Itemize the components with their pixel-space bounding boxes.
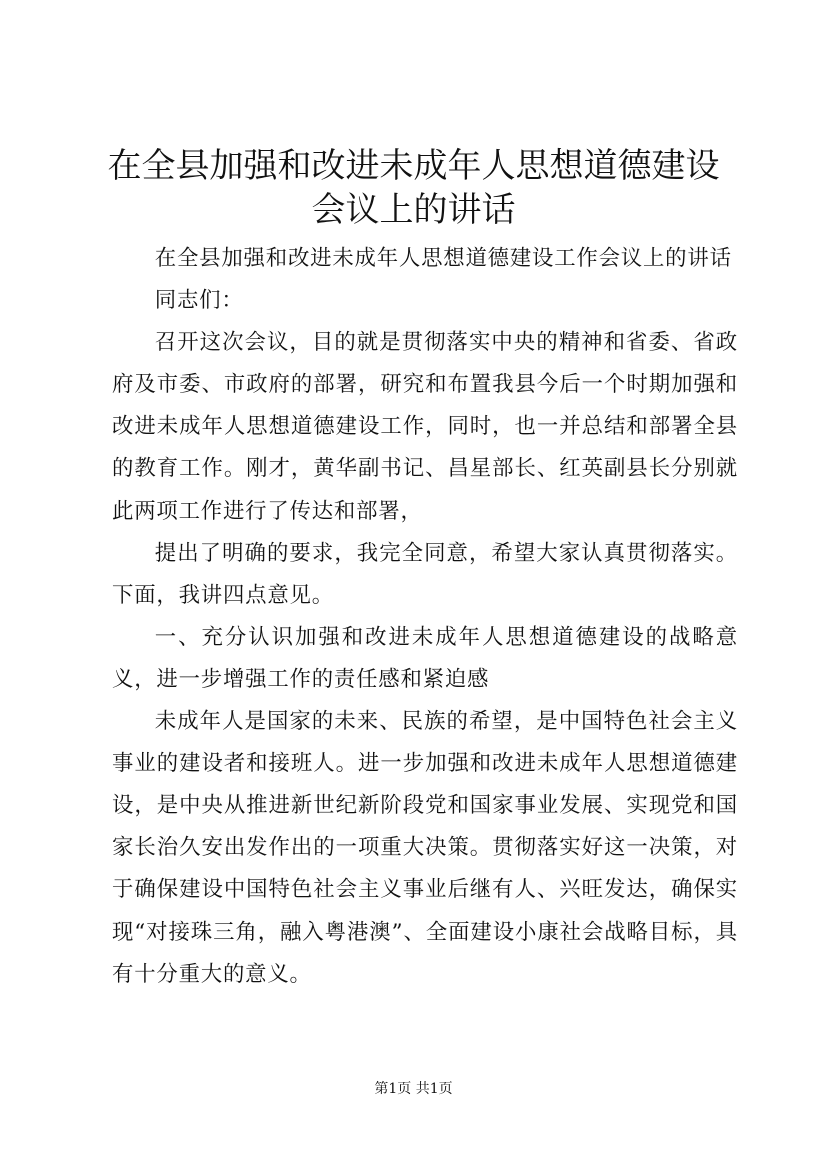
document-title: 在全县加强和改进未成年人思想道德建设会议上的讲话 — [107, 146, 720, 230]
subtitle-paragraph: 在全县加强和改进未成年人思想道德建设工作会议上的讲话 — [154, 246, 732, 271]
page-footer: 第1页 共1页 — [374, 1081, 453, 1097]
document-body — [112, 238, 738, 996]
salutation-paragraph: 同志们： — [154, 288, 244, 314]
body-paragraph: 召开这次会议，目的就是贯彻落实中央的精神和省委、省政府及市委、市政府的部署，研究和布置我县今后一个时期加强和改进未成年人思想道德建设工作，同时，也一并总结和部署全县的教育工作。刚才，黄华副书记、昌星部长、红英副县长分别就此两项工作进行了传达和部署， — [112, 330, 738, 524]
section-heading-paragraph: 一、充分认识加强和改进未成年人思想道德建设的战略意义，进一步增强工作的责任感和紧迫感 — [112, 624, 738, 692]
body-paragraph: 未成年人是国家的未来、民族的希望，是中国特色社会主义事业的建设者和接班人。进一步加强和改进未成年人思想道德建设，是中央从推进新世纪新阶段党和国家事业发展、实现党和国家长治久安出发作出的一项重大决策。贯彻落实好这一决策，对于确保建设中国特色社会主义事业后继有人、兴旺发达，确保实现“对接珠三角，融入粤港澳”、全面建设小康社会战略目标，具有十分重大的意义。 — [112, 709, 738, 987]
body-paragraph: 提出了明确的要求，我完全同意，希望大家认真贯彻落实。下面，我讲四点意见。 — [112, 540, 738, 608]
